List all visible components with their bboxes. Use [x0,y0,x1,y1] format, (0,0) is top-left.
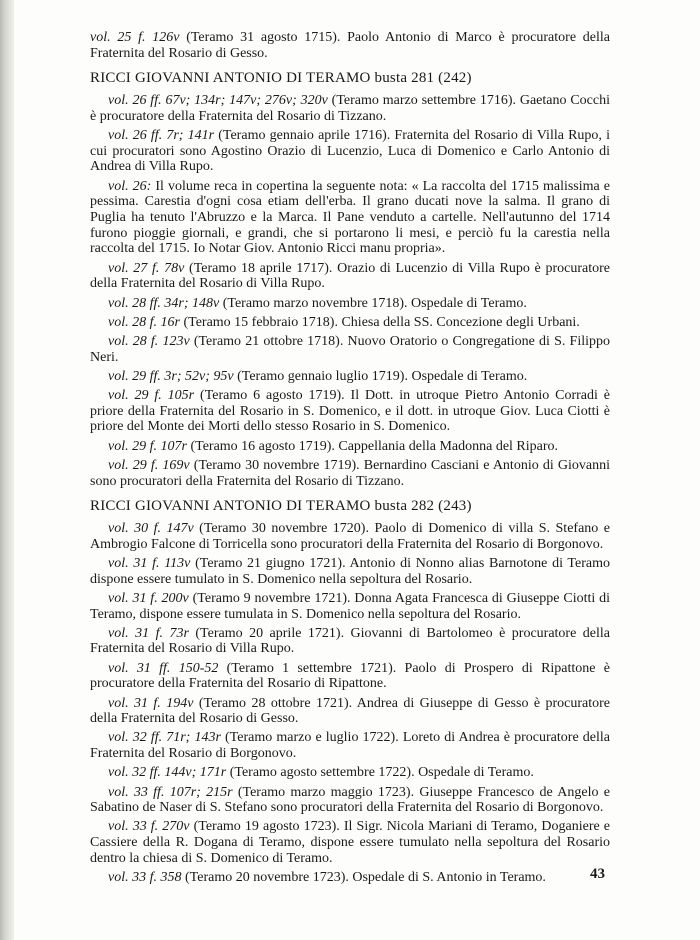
volume-reference: vol. 29 f. 105r [108,388,195,404]
entry-paragraph [90,261,610,292]
entry-paragraph [90,626,610,657]
entry-paragraph [90,556,610,587]
document-page [90,30,610,889]
entry-paragraph [90,179,610,258]
entry-text: (Teramo 19 agosto 1723). Il Sigr. Nicola Mariani di Teramo, Doganiere e Cassiere della R. Dogana di Teramo, dispone essere tumulato nella sepoltura del Rosario dentro la chiesa di S. Domenico di Teramo. [90,819,611,866]
entry-text: (Teramo 30 novembre 1719). Bernardino Casciani e Antonio di Giovanni sono procuratori della Fraternita del Rosario di Tizzano. [90,457,610,489]
entry-text: (Teramo 20 aprile 1721). Giovanni di Bartolomeo è procuratore della Fraternita del Rosario di Villa Rupo. [90,625,610,657]
entry-paragraph [90,785,610,816]
entry-text: (Teramo 16 agosto 1719). Cappellania della Madonna del Riparo. [186,438,559,454]
volume-reference: vol. 29 ff. 3r; 52v; 95v [108,368,234,384]
volume-reference: vol. 29 f. 107r [108,438,187,454]
entry-paragraph [90,128,610,175]
volume-reference: vol. 31 f. 194v [108,695,194,711]
entry-paragraph [90,696,610,727]
section-heading: RICCI GIOVANNI ANTONIO DI TERAMO busta 281 (242) [90,70,472,87]
entry-text: (Teramo 21 giugno 1721). Antonio di Nonno alias Barnotone di Teramo dispone essere tumulato in S. Domenico nella sepoltura del Rosario. [90,555,610,587]
entry-paragraph [90,93,610,124]
volume-reference: vol. 30 f. 147v [108,520,194,536]
volume-reference: vol. 31 ff. 150-52 [108,660,219,676]
volume-reference: vol. 26 ff. 67v; 134r; 147v; 276v; 320v [108,93,328,109]
volume-reference: vol. 33 f. 358 [108,870,182,886]
entry-text: (Teramo 15 febbraio 1718). Chiesa della SS. Concezione degli Urbani. [179,314,580,330]
entry-paragraph [90,388,610,435]
entry-paragraph [90,870,610,886]
entry-paragraph [90,296,610,312]
entry-text: (Teramo 31 agosto 1715). Paolo Antonio di Marco è procuratore della Fraternita del Rosario di Gesso. [90,30,610,61]
entry-paragraph [90,521,610,552]
volume-reference: vol. 31 f. 200v [108,590,189,606]
entry-paragraph [90,30,610,61]
volume-reference: vol. 32 ff. 71r; 143r [108,730,221,746]
volume-reference: vol. 31 f. 73r [108,625,189,641]
entry-text: (Teramo marzo novembre 1718). Ospedale di Teramo. [219,295,527,311]
entry-text: (Teramo marzo maggio 1723). Giuseppe Francesco de Angelo e Sabatino de Naser di S. Stefano sono procuratori della Fraternita del Rosario di Borgonovo. [90,784,610,816]
volume-reference: vol. 33 ff. 107r; 215r [108,784,233,800]
entry-text: (Teramo 28 ottobre 1721). Andrea di Giuseppe di Gesso è procuratore della Fraternita del Rosario di Gesso. [90,695,610,727]
entry-text: (Teramo 1 settembre 1721). Paolo di Prospero di Ripattone è procuratore della Fraternita del Rosario di Ripattone. [90,660,611,692]
volume-reference: vol. 28 f. 16r [108,314,180,330]
volume-reference: vol. 33 f. 270v [108,819,190,835]
entry-text: (Teramo 20 novembre 1723). Ospedale di S. Antonio in Teramo. [181,870,546,886]
entry-paragraph [90,661,610,692]
entry-paragraph [90,730,610,761]
entry-text: (Teramo gennaio luglio 1719). Ospedale di Teramo. [233,368,528,384]
entry-paragraph [90,591,610,622]
entry-text: (Teramo agosto settembre 1722). Ospedale di Teramo. [226,765,534,781]
entry-text: (Teramo marzo e luglio 1722). Loreto di Andrea è procuratore della Fraternita del Rosario di Borgonovo. [90,730,610,762]
page-number: 43 [590,866,605,882]
entry-text: Il volume reca in copertina la seguente nota: « La raccolta del 1715 malissima e pessima. Carestia d'ogni cosa etiam dell'erba. Il grano ducati nove la salma. Il grano di Puglia ha tenuto l'Abruzzo e la Marca. Il Pane venduto a cartelle. Nell'autunno del 1714 furono pioggie giornali, e grandi, che si portarono li mesi, e perciò fu la carestia nella raccolta del 1715. Io Notar Giov. Antonio Ricci manu propria». [90,178,610,257]
entry-paragraph [90,458,610,489]
volume-reference: vol. 28 f. 123v [108,333,190,349]
volume-reference: vol. 27 f. 78v [108,260,185,276]
volume-reference: vol. 31 f. 113v [108,555,191,571]
entry-text: (Teramo 9 novembre 1721). Donna Agata Francesca di Giuseppe Ciotti di Teramo, dispone essere tumulata in S. Domenico nella sepoltura del Rosario. [90,590,610,622]
volume-reference: vol. 26 ff. 7r; 141r [108,128,215,144]
entry-text: (Teramo 18 aprile 1717). Orazio di Lucenzio di Villa Rupo è procuratore della Fraternita del Rosario di Villa Rupo. [90,260,610,292]
section-heading: RICCI GIOVANNI ANTONIO DI TERAMO busta 282 (243) [90,498,472,515]
scan-gutter-shadow [0,0,14,940]
volume-reference: vol. 26: [108,178,152,194]
volume-reference: vol. 29 f. 169v [108,457,190,473]
entry-paragraph [90,315,610,331]
volume-reference: vol. 25 f. 126v [90,30,180,45]
entry-paragraph [90,439,610,455]
entry-paragraph [90,765,610,781]
entry-text: (Teramo 21 ottobre 1718). Nuovo Oratorio o Congregatione di S. Filippo Neri. [90,333,610,365]
entry-paragraph [90,819,610,866]
entry-text: (Teramo 6 agosto 1719). Il Dott. in utroque Pietro Antonio Corradi è priore della Fraternita del Rosario in S. Domenico, e il dott. in utroque Giov. Luca Ciotti è priore del Monte dei Morti dello stesso Rosario in S. Domenico. [90,388,610,435]
entry-text: (Teramo 30 novembre 1720). Paolo di Domenico di villa S. Stefano e Ambrogio Falcone di Torricella sono procuratori della Fraternita del Rosario di Borgonovo. [90,520,610,552]
entry-paragraph [90,369,610,385]
volume-reference: vol. 32 ff. 144v; 171r [108,765,227,781]
volume-reference: vol. 28 ff. 34r; 148v [108,295,220,311]
entry-text: (Teramo gennaio aprile 1716). Fraternita del Rosario di Villa Rupo, i cui procuratori sono Agostino Orazio di Lucenzio, Luca di Domenico e Carlo Antonio di Andrea di Villa Rupo. [90,128,610,175]
entry-text: (Teramo marzo settembre 1716). Gaetano Cocchi è procuratore della Fraternita del Rosario di Tizzano. [90,93,611,124]
entry-paragraph [90,334,610,365]
